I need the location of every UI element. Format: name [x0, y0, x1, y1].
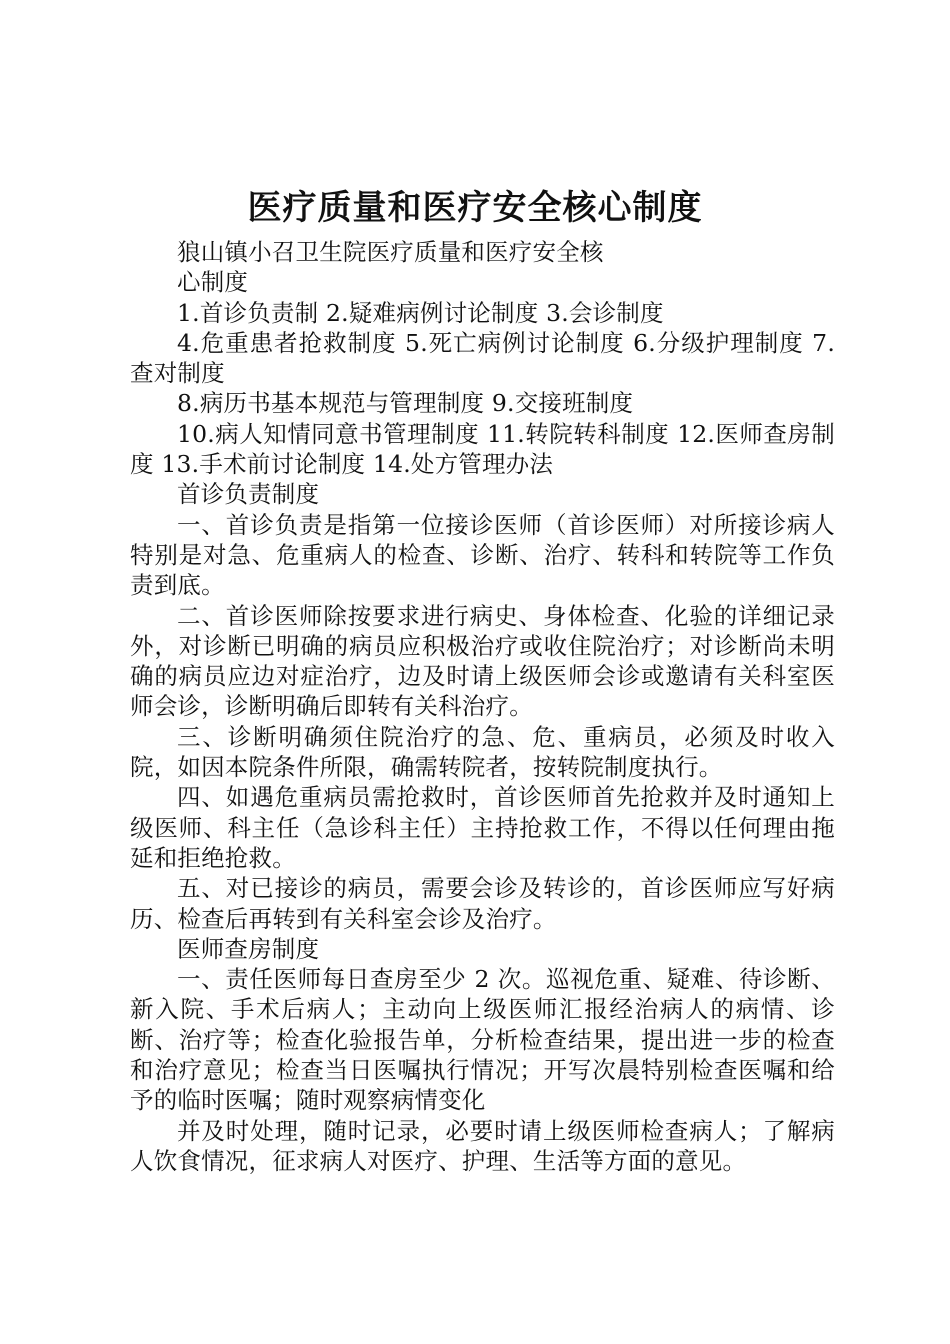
paragraph-first-visit-2: 二、首诊医师除按要求进行病史、身体检查、化验的详细记录外，对诊断已明确的病员应积极治疗或收住院治疗；对诊断尚未明确的病员应边对症治疗，边及时请上级医师会诊或邀请有关科室医师会诊，诊断明确后即转有关科治疗。 [130, 601, 835, 721]
paragraph-first-visit-3: 三、诊断明确须住院治疗的急、危、重病员，必须及时收入院，如因本院条件所限，确需转院者，按转院制度执行。 [130, 722, 835, 782]
paragraph-list-4: 10.病人知情同意书管理制度 11.转院转科制度 12.医师查房制度 13.手术前讨论制度 14.处方管理办法 [130, 419, 835, 479]
paragraph-ward-round-1: 一、责任医师每日查房至少 2 次。巡视危重、疑难、待诊断、新入院、手术后病人；主动向上级医师汇报经治病人的病情、诊断、治疗等；检查化验报告单，分析检查结果，提出进一步的检查和治疗意见；检查当日医嘱执行情况；开写次晨特别检查医嘱和给予的临时医嘱；随时观察病情变化 [130, 965, 835, 1115]
document-body [130, 237, 835, 1176]
paragraph-ward-round-1-cont: 并及时处理，随时记录，必要时请上级医师检查病人；了解病人饮食情况，征求病人对医疗、护理、生活等方面的意见。 [130, 1116, 835, 1175]
paragraph-hospital-name-cont: 心制度 [177, 268, 249, 297]
paragraph-first-visit-4: 四、如遇危重病员需抢救时，首诊医师首先抢救并及时通知上级医师、科主任（急诊科主任）主持抢救工作，不得以任何理由拖延和拒绝抢救。 [130, 783, 835, 872]
document-title: 医疗质量和医疗安全核心制度 [247, 188, 703, 228]
section-heading-ward-round: 医师查房制度 [177, 934, 320, 963]
paragraph-list-1: 1.首诊负责制 2.疑难病例讨论制度 3.会诊制度 [177, 298, 664, 327]
paragraph-first-visit-5: 五、对已接诊的病员，需要会诊及转诊的，首诊医师应写好病历、检查后再转到有关科室会诊及治疗。 [130, 874, 835, 933]
paragraph-first-visit-1: 一、首诊负责是指第一位接诊医师（首诊医师）对所接诊病人特别是对急、危重病人的检查、诊断、治疗、转科和转院等工作负责到底。 [130, 510, 835, 600]
paragraph-list-3: 8.病历书基本规范与管理制度 9.交接班制度 [177, 389, 634, 418]
section-heading-first-visit: 首诊负责制度 [177, 480, 320, 509]
paragraph-hospital-name: 狼山镇小召卫生院医疗质量和医疗安全核 [177, 238, 604, 266]
paragraph-list-2: 4.危重患者抢救制度 5.死亡病例讨论制度 6.分级护理制度 7.查对制度 [130, 328, 835, 388]
